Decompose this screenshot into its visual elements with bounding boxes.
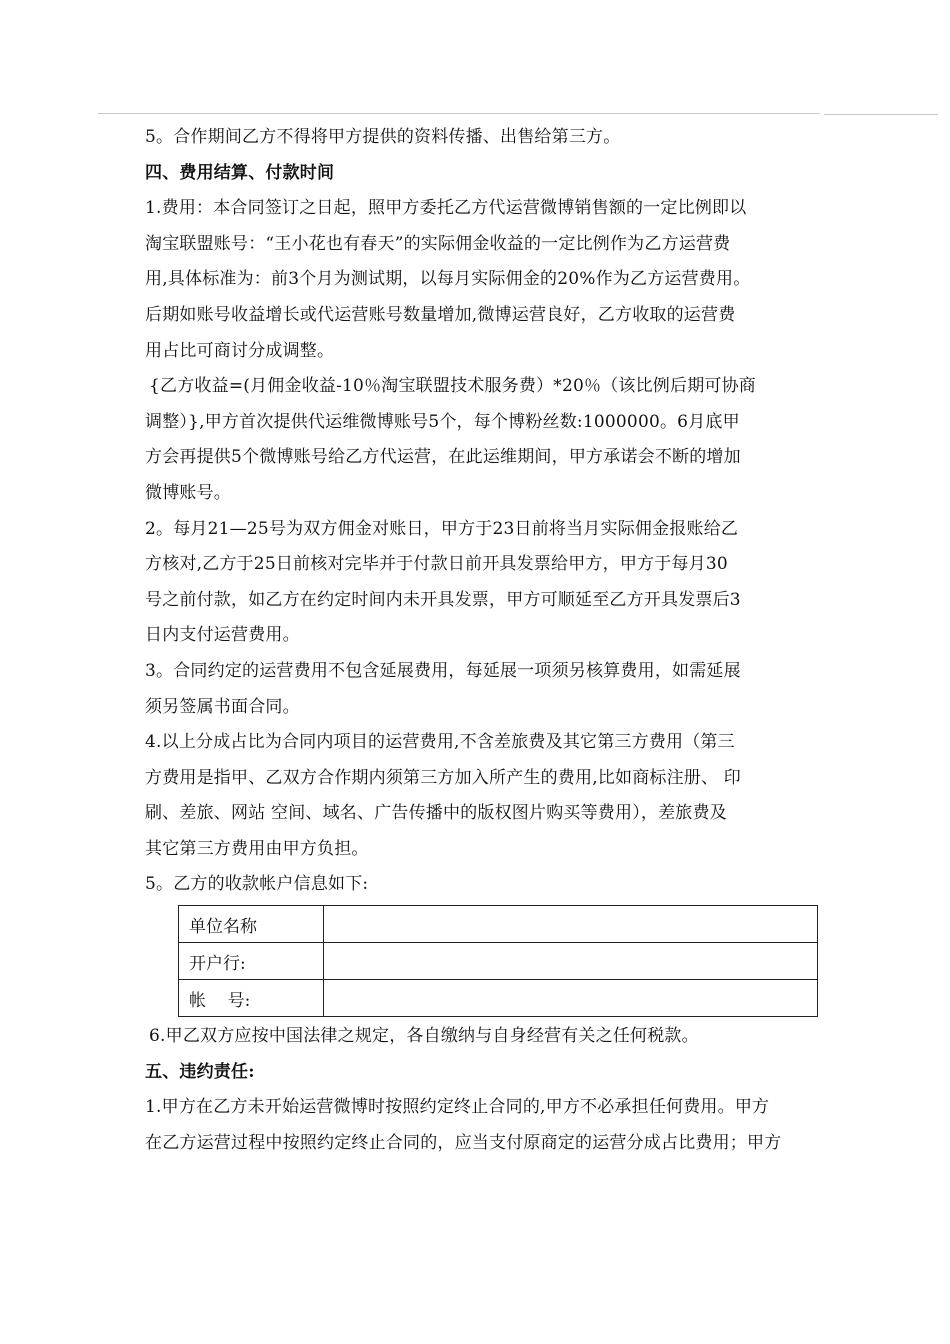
- section-5-heading: 五、违约责任:: [145, 1061, 255, 1082]
- paragraph-line: 方费用是指甲、乙双方合作期内须第三方加入所产生的费用,比如商标注册、 印: [145, 767, 742, 788]
- paragraph-line: 4.以上分成占比为合同内项目的运营费用,不含差旅费及其它第三方费用（第三: [145, 732, 735, 753]
- paragraph-line: 2。每月21—25号为双方佣金对账日，甲方于23日前将当月实际佣金报账给乙: [145, 518, 739, 539]
- paragraph-line: 号之前付款，如乙方在约定时间内未开具发票，甲方可顺延至乙方开具发票后3: [145, 589, 741, 610]
- clause-6-tax: 6.甲乙双方应按中国法律之规定，各自缴纳与自身经营有关之任何税款。: [149, 1026, 699, 1047]
- paragraph-line: 须另签属书面合同。: [145, 696, 300, 717]
- table-cell-label: 开户行:: [179, 943, 324, 980]
- paragraph-line: 调整）},甲方首次提供代运维微博账号5个，每个博粉丝数:1000000。6月底甲: [145, 411, 740, 432]
- table-row: [179, 980, 818, 1017]
- paragraph-line: 淘宝联盟账号：“王小花也有春天”的实际佣金收益的一定比例作为乙方运营费: [145, 233, 731, 254]
- paragraph-line: 日内支付运营费用。: [145, 625, 300, 646]
- clause-5-confidentiality: 5。合作期间乙方不得将甲方提供的资料传播、出售给第三方。: [145, 127, 621, 147]
- section-4-heading: 四、费用结算、付款时间: [145, 162, 335, 183]
- paragraph-line: 3。合同约定的运营费用不包含延展费用，每延展一项须另核算费用，如需延展: [145, 660, 741, 681]
- paragraph-line: 用占比可商讨分成调整。: [145, 340, 335, 361]
- header-rule-right: [824, 114, 938, 115]
- table-cell-label: 帐 号:: [179, 980, 324, 1017]
- paragraph-line: 在乙方运营过程中按照约定终止合同的，应当支付原商定的运营分成占比费用；甲方: [145, 1132, 782, 1153]
- paragraph-line: 其它第三方费用由甲方负担。: [145, 838, 369, 859]
- table-row: [179, 906, 818, 943]
- paragraph-line: 1.甲方在乙方未开始运营微博时按照约定终止合同的,甲方不必承担任何费用。甲方: [145, 1097, 770, 1118]
- paragraph-line: 后期如账号收益增长或代运营账号数量增加,微博运营良好，乙方收取的运营费: [145, 304, 736, 325]
- table-cell-value: [324, 980, 818, 1017]
- table-cell-value: [324, 906, 818, 943]
- document-body: [145, 120, 817, 1161]
- paragraph-line: 用,具体标准为：前3个月为测试期，以每月实际佣金的20%作为乙方运营费用。: [145, 269, 751, 290]
- header-rule: [98, 113, 820, 114]
- paragraph-line: 方会再提供5个微博账号给乙方代运营，在此运维期间，甲方承诺会不断的增加: [145, 447, 741, 468]
- paragraph-line: {乙方收益=(月佣金收益-10％淘宝联盟技术服务费）*20％（该比例后期可协商: [149, 376, 756, 397]
- bank-account-table: [178, 905, 818, 1017]
- paragraph-line: 方核对,乙方于25日前核对完毕并于付款日前开具发票给甲方，甲方于每月30: [145, 554, 728, 575]
- table-row: [179, 943, 818, 980]
- paragraph-line: 刷、差旅、网站 空间、域名、广告传播中的版权图片购买等费用），差旅费及: [145, 803, 727, 824]
- paragraph-line: 5。乙方的收款帐户信息如下:: [145, 874, 369, 895]
- paragraph-line: 微博账号。: [145, 482, 231, 503]
- table-cell-label: 单位名称: [179, 906, 324, 943]
- table-cell-value: [324, 943, 818, 980]
- paragraph-line: 1.费用：本合同签订之日起，照甲方委托乙方代运营微博销售额的一定比例即以: [145, 198, 747, 219]
